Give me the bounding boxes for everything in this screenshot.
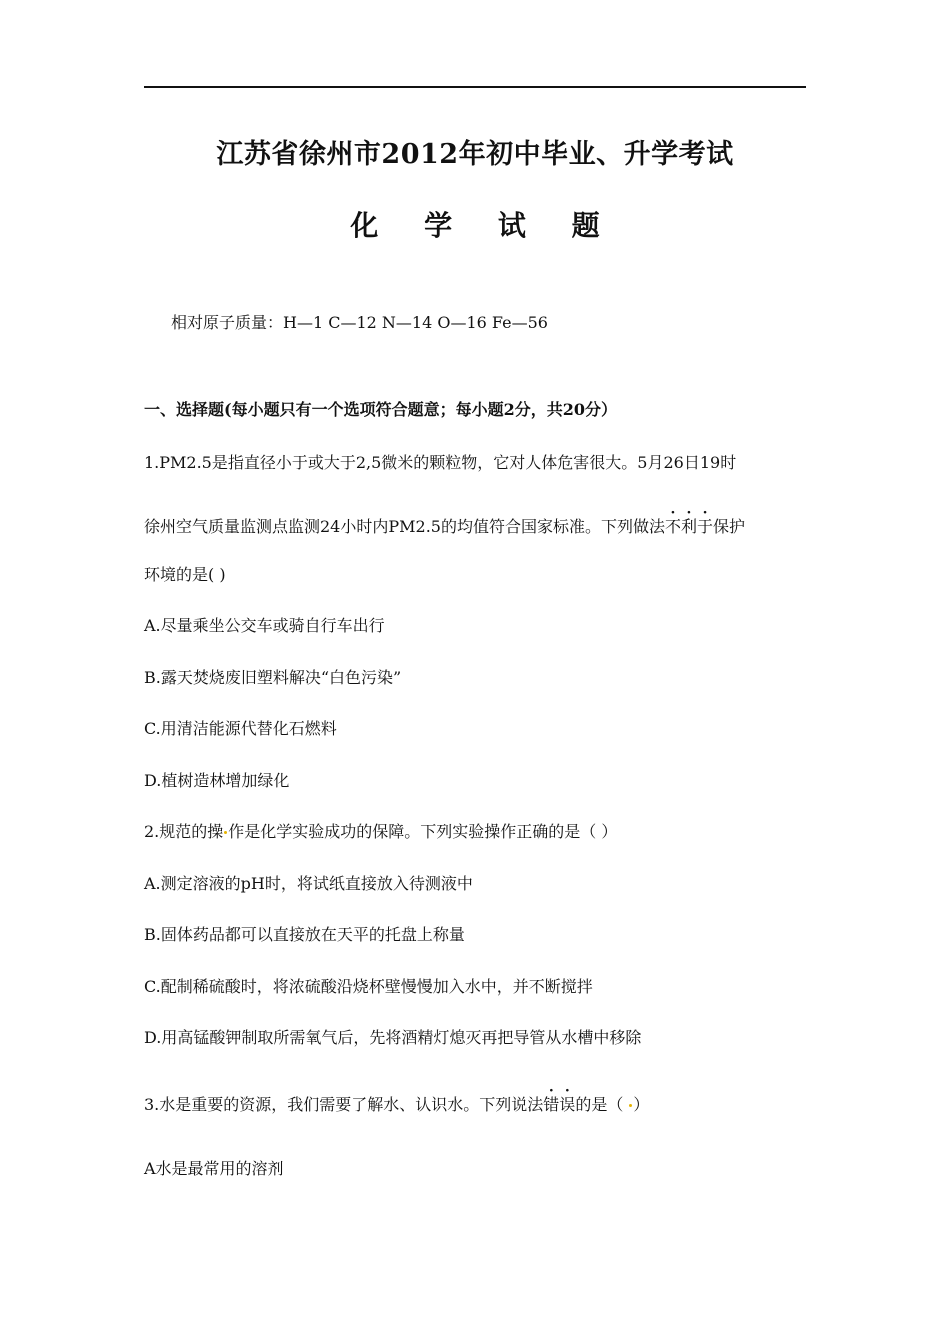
- q1-stem-line3: 环境的是( ): [144, 565, 226, 584]
- section-heading: 一、选择题(每小题只有一个选项符合题意；每小题2分，共20分）: [144, 400, 617, 419]
- q2-option-c: C.配制稀硫酸时，将浓硫酸沿烧杯壁慢慢加入水中，并不断搅拌: [144, 977, 593, 996]
- q2-option-d: D.用高锰酸钾制取所需氧气后，先将酒精灯熄灭再把导管从水槽中移除: [144, 1028, 642, 1047]
- q2-option-a: A.测定溶液的pH时，将试纸直接放入待测液中: [144, 874, 473, 893]
- q1-stem-line2: [144, 516, 745, 538]
- q3-stem: [144, 1094, 649, 1116]
- atomic-masses: 相对原子质量：H—1 C—12 N—14 O—16 Fe—56: [171, 313, 548, 332]
- q3-stem-text: 3.水是重要的资源，我们需要了解水、认识水。下列说法: [144, 1095, 544, 1114]
- emphasis-char: 错: [543, 1095, 560, 1114]
- q1-stem-line1: 1.PM2.5是指直径小于或大于2,5微米的颗粒物，它对人体危害很大。5月26日19时: [144, 453, 737, 472]
- emphasis-char: 不: [664, 517, 681, 536]
- q2-option-b: B.固体药品都可以直接放在天平的托盘上称量: [144, 925, 465, 944]
- exam-subtitle: 化 学 试 题: [350, 209, 618, 242]
- mark-dot: [629, 1104, 632, 1107]
- q2-stem-a: 2.规范的操: [144, 822, 224, 841]
- q1-option-b: B.露天焚烧废旧塑料解决“白色污染”: [144, 668, 402, 687]
- exam-title: 江苏省徐州市2012年初中毕业、升学考试: [216, 139, 734, 170]
- q1-option-a: A.尽量乘坐公交车或骑自行车出行: [144, 616, 385, 635]
- q1-stem-line2-end: 保护: [713, 517, 746, 536]
- q1-option-c: C.用清洁能源代替化石燃料: [144, 719, 337, 738]
- q1-stem-line2-text: 徐州空气质量监测点监测24小时内PM2.5的均值符合国家标准。下列做法: [144, 517, 665, 536]
- header-rule: [144, 86, 806, 88]
- q3-option-a: A水是最常用的溶剂: [144, 1159, 284, 1178]
- q3-stem-paren: 的是（: [575, 1095, 629, 1114]
- q3-stem-close: ）: [633, 1095, 650, 1114]
- emphasis-char: 利: [680, 517, 697, 536]
- emphasis-char: 于: [697, 517, 714, 536]
- emphasis-char: 误: [559, 1095, 576, 1114]
- q2-stem-b: 作是化学实验成功的保障。下列实验操作正确的是（ ）: [228, 822, 618, 841]
- mark-dot: [224, 831, 227, 834]
- q1-option-d: D.植树造林增加绿化: [144, 771, 290, 790]
- q2-stem: [144, 821, 617, 843]
